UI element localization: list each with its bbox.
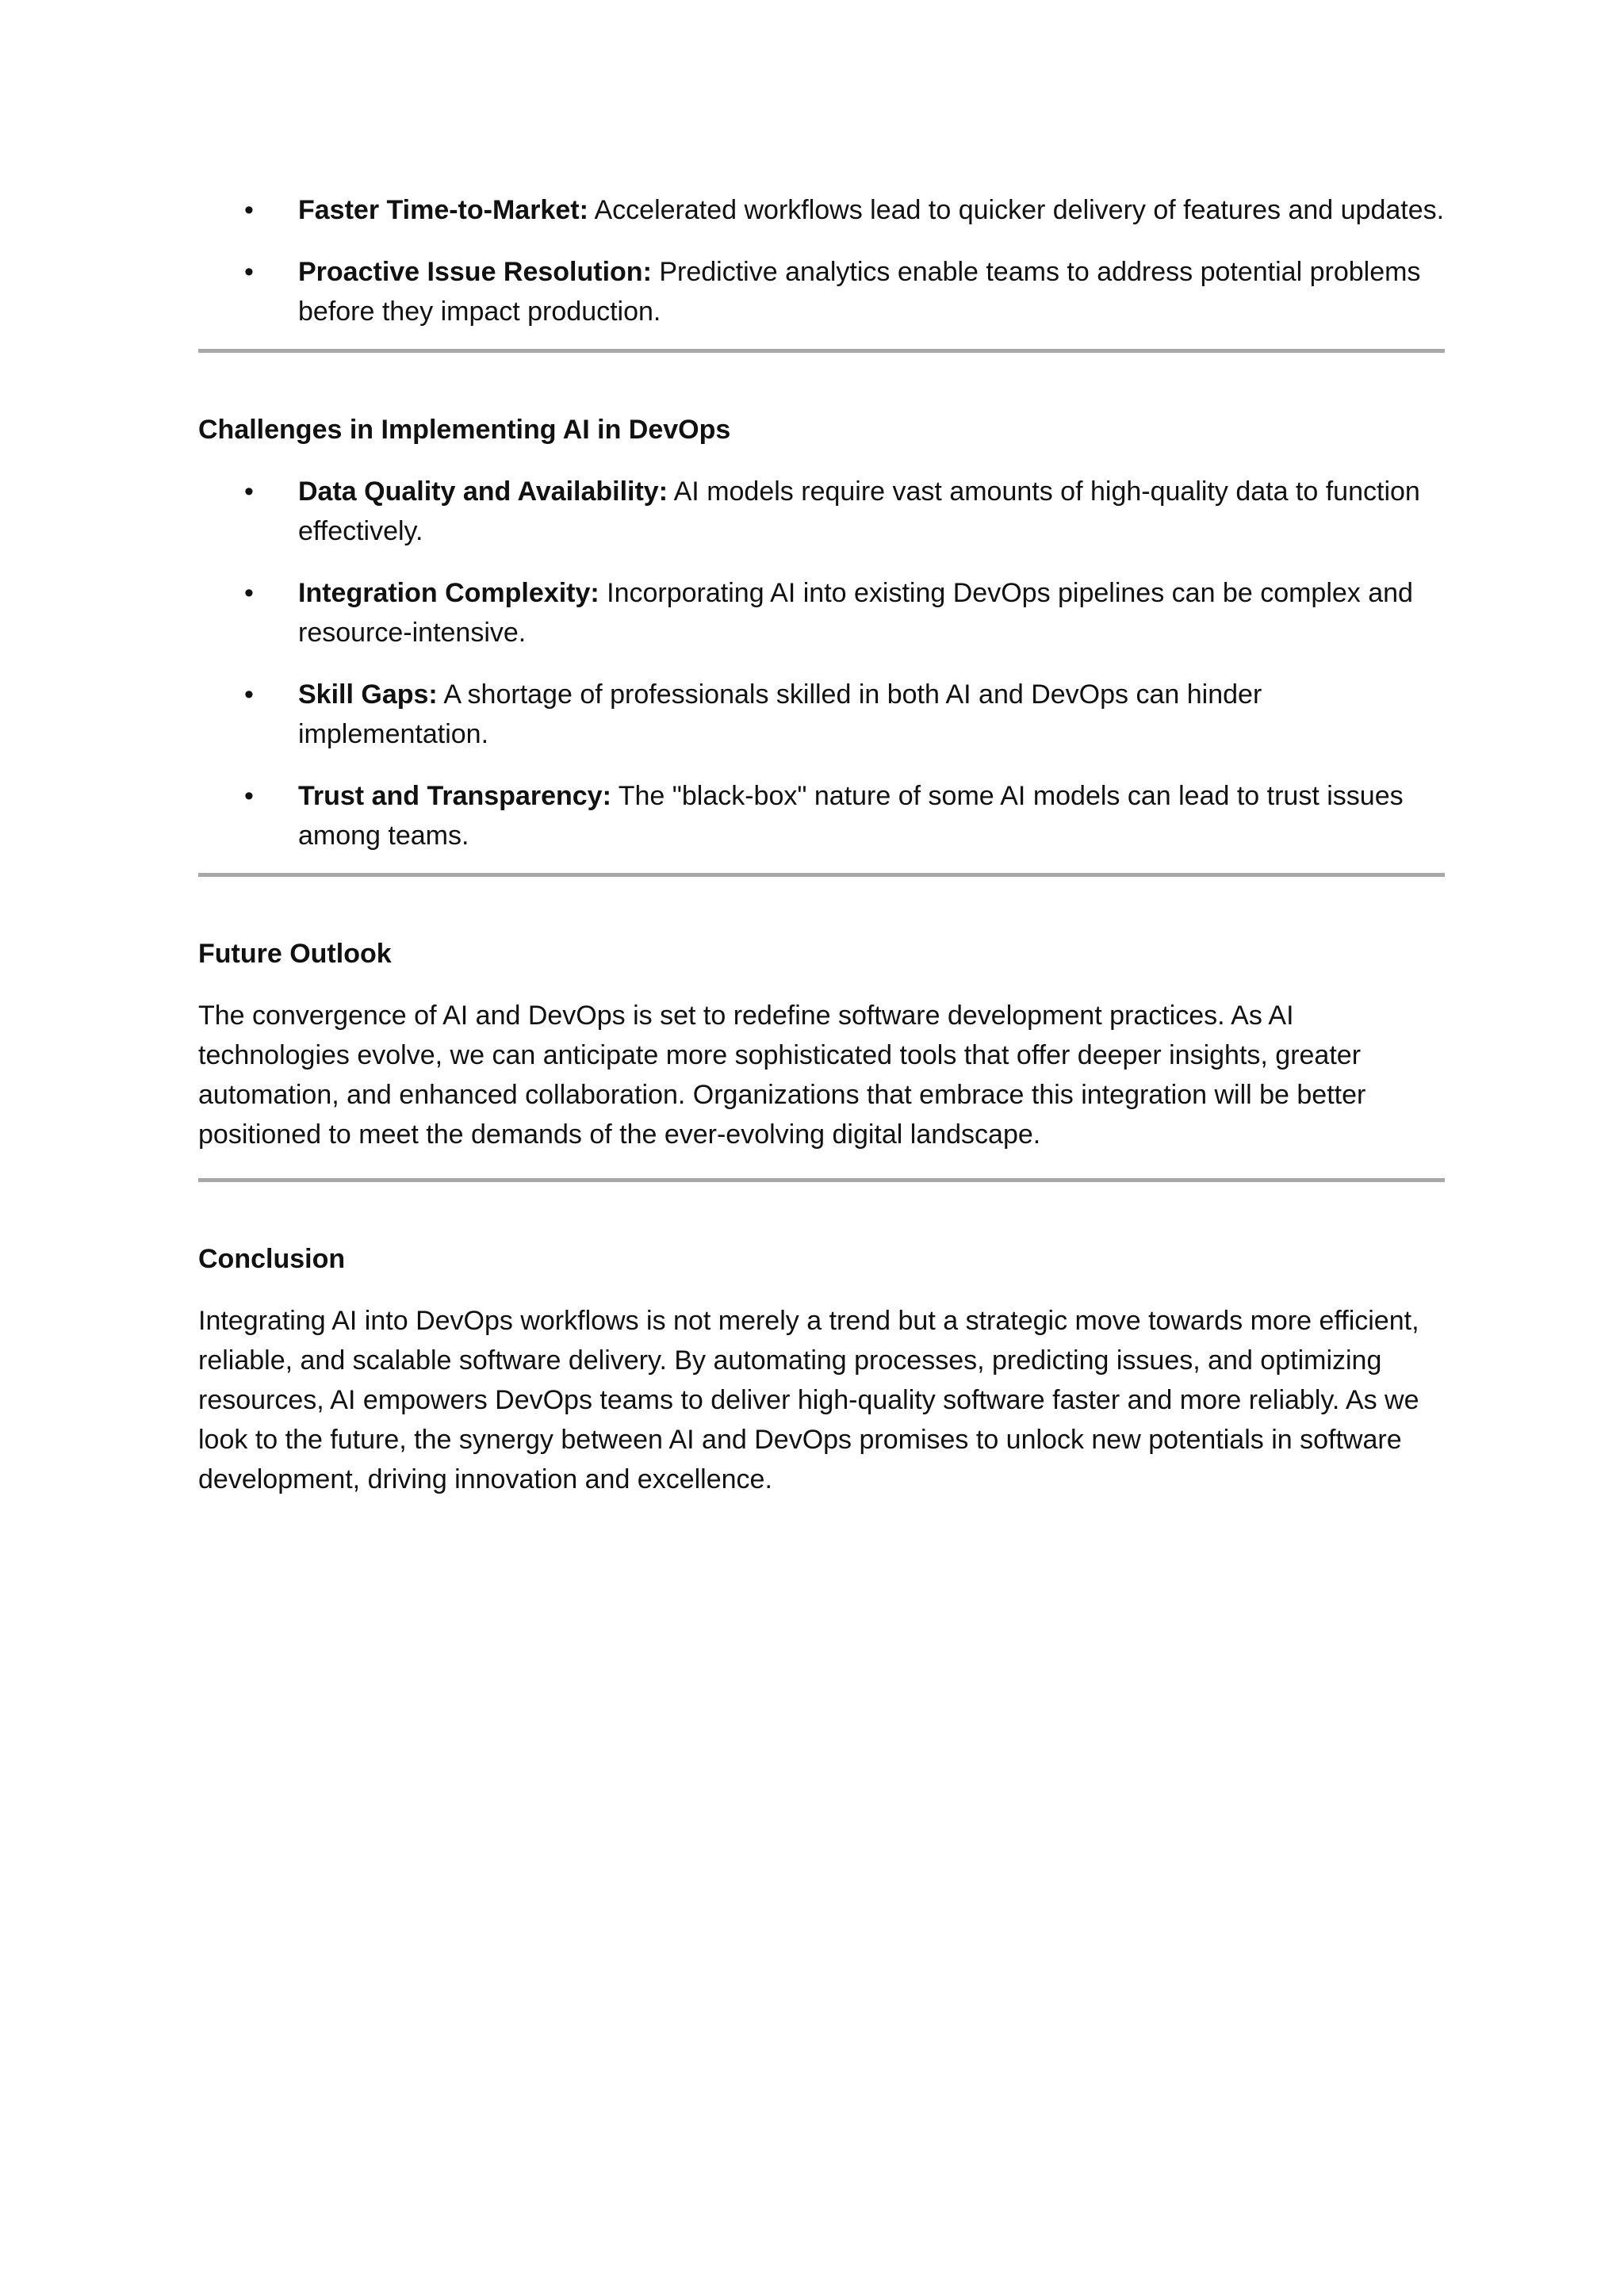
list-item <box>198 573 1445 652</box>
benefits-list <box>198 190 1445 331</box>
item-term: Integration Complexity: <box>298 578 599 608</box>
challenges-list <box>198 472 1445 855</box>
bullet-icon: • <box>244 476 254 507</box>
item-text: Incorporating AI into existing DevOps pipelines can be complex and resource-intensive. <box>298 578 1413 648</box>
future-outlook-heading: Future Outlook <box>198 939 392 969</box>
conclusion-paragraph: Integrating AI into DevOps workflows is not merely a trend but a strategic move towards more efficient, reliable, and scalable software delivery. By automating processes, predicting issues, and optimizing resources, AI empowers DevOps teams to deliver high-quality software faster and more reliably. As we look to the future, the synergy between AI and DevOps promises to unlock new potentials in software development, driving innovation and excellence. <box>198 1306 1419 1494</box>
bullet-icon: • <box>244 257 254 287</box>
item-text: Accelerated workflows lead to quicker delivery of features and updates. <box>594 195 1445 225</box>
section-divider <box>198 873 1445 877</box>
item-term: Data Quality and Availability: <box>298 476 668 507</box>
item-text: A shortage of professionals skilled in both AI and DevOps can hinder implementation. <box>298 679 1262 749</box>
list-item <box>198 252 1445 331</box>
challenges-heading: Challenges in Implementing AI in DevOps <box>198 415 731 445</box>
item-text: The "black-box" nature of some AI models can lead to trust issues among teams. <box>298 781 1404 851</box>
bullet-icon: • <box>244 195 254 225</box>
future-outlook-paragraph: The convergence of AI and DevOps is set to redefine software development practices. As AI technologies evolve, we can anticipate more sophisticated tools that offer deeper insights, greater automation, and enhanced collaboration. Organizations that embrace this integration will be better positioned to meet the demands of the ever-evolving digital landscape. <box>198 1001 1366 1150</box>
bullet-icon: • <box>244 781 254 811</box>
item-text: AI models require vast amounts of high-quality data to function effectively. <box>298 476 1420 546</box>
bullet-icon: • <box>244 679 254 710</box>
item-term: Trust and Transparency: <box>298 781 611 811</box>
item-term: Skill Gaps: <box>298 679 438 710</box>
item-term: Faster Time-to-Market: <box>298 195 588 225</box>
list-item <box>198 776 1445 855</box>
conclusion-heading: Conclusion <box>198 1244 346 1274</box>
list-item <box>198 472 1445 551</box>
list-item <box>198 675 1445 754</box>
section-divider <box>198 349 1445 353</box>
list-item <box>198 190 1445 230</box>
section-divider <box>198 1178 1445 1182</box>
document-page <box>198 190 1445 1499</box>
bullet-icon: • <box>244 578 254 608</box>
item-text: Predictive analytics enable teams to address potential problems before they impact production. <box>298 257 1421 327</box>
item-term: Proactive Issue Resolution: <box>298 257 652 287</box>
